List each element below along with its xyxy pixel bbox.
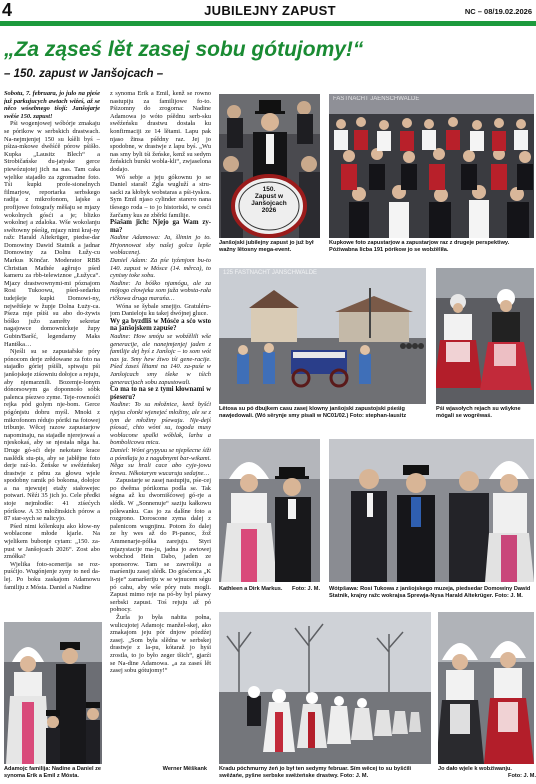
article-lead: Sobotu, 7. februara, jo julo na pjeśe juž parkujucych awtach wiźeś, až se něco wósebnego tšojí: Janšojarje swěśe 150. zapust! xyxy=(4,90,100,120)
photo-credit: Foto: J. M. xyxy=(292,586,320,592)
paragraph: Wóna se šybale smejijo. Gratuléru-jom Danieloju ku takej dwójnej gluce. xyxy=(110,302,211,318)
paragraph: Pśi wogenjowej wóbórje zmakaju se pórikow w serbskich drastwach. Na-nejmjenjej 150 su kśěli byś – pśiza-mkowe dwěśćě pórow pśišło. Kupka „Lausitz Blech“ a Strobičańske du-jatyske gerce piewózujotej jich na nas. Tam caka wjelike stajadło za zgromadne foto. Tśi kupki profe-sionelnych filmarjow, reportarka serbskego radija z mikrofonom, lajske a profijowe fotografy měšaju se mjazy wokolnych gósći a je; blizko wokolnej a zdaloka. Wše wokolanju swětowny pśeśig, mjazy nimi kraj-ny ražc Harald Altekrüger, piedse-dar Domowiny Dawid Statnik a jadnar Domowiny za Dolnu Łužy-cu Markus Könčar. Moderator RBB Christian Mathée agěrujo pśed kameru za rbb-telewiznoe „Łužyca“. Mjazy drastwownymi-mi póznajom Rosi Tukoowu, pśed-sedarku tudejšeje kupki Domowi-ny, nejwětšeje w župje Dolna Łuży-ca. Pśeza mje pśiśi su abo do-żywis bóško južo zamrěty sekretar nagajowce domownickeje župy Gubin/Baršć, legendarny Maks Hantška… xyxy=(4,120,100,348)
drum-line: 2026 xyxy=(261,207,277,214)
paragraph: Wjelika foto-scenerija se roz-puśćijo. Wugónjenje zyny to ned da-lej. Po boku zaskajom Adamowu familiju z Mósta. Daniel a Nadine xyxy=(4,560,100,591)
photo-caption xyxy=(4,766,209,784)
caption-text: Jo dało wjele k wobźiwanju. xyxy=(438,766,512,772)
photo-drummer xyxy=(219,94,320,238)
drum-line: Janšojcach xyxy=(251,200,287,207)
photo-couple-markus xyxy=(219,439,320,582)
interview-answer: Nadine Adamowa: Ja, šlimin jo to. Hrjonnowat sby našej golca lepše wobłacenej. xyxy=(110,234,211,257)
caption-text: Lětosa su pó dbujkem casu zasej klowny janšojski zapustojski pśeśig nawjedowali. (Wó sěrynje smy pisali w NC01/02.) xyxy=(219,406,405,419)
photo-credit: Foto: J. M. xyxy=(494,592,523,599)
drum-line: Zapust w xyxy=(254,193,284,200)
paragraph: Pśed nimi kólenkuju ako kłow-ny woblacone młode kjarle. Na wjelikem bubonje cytam: „150. za-pust w Janšojcach 2026“. Zost abo zmółka? xyxy=(4,522,100,561)
header-rule xyxy=(0,21,536,26)
article-column-1 xyxy=(4,90,100,620)
photo-dancers xyxy=(436,268,534,404)
photo-caption xyxy=(219,406,431,430)
photo-watermark: 125 FASTNACHT JÄNSCHWALDE xyxy=(223,270,318,276)
caption-text: Wótpšawa: Rosi Tukowa z janšojskego muzeja, piedsedar Domowiny Dawid Statnik, krajny ražc wokrajsa Sprewja-Nysa Harald Altekrüger. xyxy=(329,586,531,599)
page-number: 4 xyxy=(2,0,13,20)
photo-credit: Foto: stephan-lausitz xyxy=(349,412,407,419)
photo-caption xyxy=(329,586,536,602)
article-subhead: – 150. zapust w Janšojcach – xyxy=(4,68,164,80)
drum-line: 150. xyxy=(262,186,276,193)
photo-two-women xyxy=(438,612,534,764)
caption-text: Adamojc familija: Nadine a Daniel ze synoma Erik a Emil z Mósta. xyxy=(4,766,101,779)
photo-group xyxy=(329,94,534,238)
photo-street-parade xyxy=(219,268,426,404)
photo-officials xyxy=(329,439,534,582)
paragraph: Wó sebje a jeju gókownu jo se Daniel staraš! Zgla wugluží a stru-sacki za kłobyk wobstaras a pśi-tyskos. Sym Emil nјaso cylinder stareго nana tšesego roda – to jo historiski, w cesći žarčamy kus ze zběrki familije. xyxy=(110,173,211,219)
interview-answer: Daniel: Wóni grypyuu se njepšecne śiži a pómiłaju jo z nagubnymi bar-wikami. Něga su hrali cacе abo cyje-jowu krewu. Někotarym wucaruju sedajne… xyxy=(110,446,211,477)
photo-adam-family xyxy=(4,622,102,764)
photo-procession xyxy=(219,612,431,764)
article-headline: „Za ząseś lět zasej sobu gótujomy!“ xyxy=(4,38,364,61)
section-title: JUBILEJNY ZAPUST xyxy=(204,3,336,18)
photo-credit: Foto: J. M. xyxy=(508,772,536,779)
interview-question: Pśašam jich: Njejo ga Wam zy-ma? xyxy=(110,219,211,234)
interview-answer: Nadine: How smóju se wobźělili wše generacije, ale nanejmjenjej jaden z familije dej byś z Janšojc – to som wót nas ja. Smy hew źiwo tśi gene-racije. Pśed źaseś lětami na 140. za-puśe w Janšojcach smy tšeke w tśich generacijach sobu zapustowali. xyxy=(110,333,211,386)
photo-credit: Foto: J. M. xyxy=(340,772,369,779)
page-header xyxy=(0,0,536,22)
photo-caption: Kupkowe foto zapustarjow a zapustarjow raz z drugeje perspektiwy. Późiwabna licba 191 pórikow jo se wobźěliła. xyxy=(329,240,510,253)
caption-text: Kathleen a Dirk Markus. xyxy=(219,586,283,592)
drum-lettering xyxy=(239,186,299,214)
photo-caption xyxy=(438,766,536,784)
paragraph: Njeśli su se zapustařske póry pónocom derje zrědowane za foto na stajadło góriej pśišli, spiwaju pśi janšojskeje ziśowniu dołojce a rejuju, aby njemarznili. Bozemje-lonym dónorsowym ga doponnošo sóbk palenca pśezwo zyme. Teje-rownośći rejka pód golym nje-bom. Gerce pógónjstu dobru myśl. Mnoki z mikrofonom rédujo póriki na fotowej tribunje. Wěcej razow zapustarjow napominaju, na stajadle njerejowaś a njeskokaś, aby se njestała něga ha. Druge gó-sći deje nekotare krace naslědk stu-pis, aby se jabłějne foto derje raź-lo. Žeńske w swěźeńskej drastwje z pěnu za głowu wjele spodobny ramik pó bokoma, dołojce a na njewujej etažy stałowejec potwari. Něźi 35 jich jo. Cele předki stoje nejmłodše: 41 ziśećych pórikow. A 33 młožinskich pórow a 87 star-sych se nalicyjo. xyxy=(4,348,100,523)
photo-credit: Werner Měškank xyxy=(162,766,207,772)
paragraph: Žurla jo była nabita połna, wulicujotej Adamojc manžel-skej, ako zmakajom jeju pór dnjow pózdźej zasej. „Som była slědna w serbskej drastwje z la-pu, kótaraž jo hyśi zrostla, to jo było zeger tšich“, gjarźi se Na-dine Adamowa. „a za zaseś lět zasej sobu gótujomy!“ xyxy=(110,613,211,675)
paragraph: z synoma Erik a Emil, kenž se rowno nastupiju za familijowe fo-to. Pśizomny do zrogorna: Nadine Adamowa jo wóto pśědnu serb-sku swěźeńsku drastwu dostała ku konfirmaciji ze 14 lětami. Lapu pak njaso žinsa pśědny raz. Jej jo spodobne, w drastwje z lapu byś. „Wu nas smy byli tśi žeńske, kenž su sedym žeńskich burski wobla-kli“, zwjaselona dodajo. xyxy=(110,90,211,173)
paragraph: Zapustarje se zasej nastupiju, pśe-cej po dwěma pórikoma podla se. Tak ségna až ku dwornišćowej gó-rje a slédk. W „Sonnenuje“ saziju kałkowu pólewanku. Cas jo za dalšne foto a rozgrono. Doroscone zyma dalej z palenicom wugnjinu. Potom žo dalej ze hy wes až do Pi-panoc, žož Ammenarje-pólka zarejuju. Styri mjazystacije ma-ju, jadna jo awtowej wobchod Hein Dabo, jaden ze sponsorow. Tam se zawrošiju a marśeniju zasej slédk. Do gósćenca „K li-pje“ zamaršeriju w se wjnucem ségu pó cahu, aby wše póry nuts mogli. Zapust mimo reje na pó-by byl pśawy serbski zapust. Toś rejuju až pó połnocy. xyxy=(110,477,211,614)
interview-answer: Nadine: To su młožnice, kenž byšći njejsu cłonki wjenejeć młožiny, ale se z tym de młožiny pśewaju. Nje-dejś pśosać, chto wóni su, togoda musy wobłacone spalki wóblak, larbu a bombolicowu micu. xyxy=(110,401,211,447)
article-column-2 xyxy=(110,90,211,766)
photo-caption xyxy=(219,766,431,784)
photo-watermark: FASTNACHT JAENSCHWALDE xyxy=(333,96,420,102)
photo-caption: Janšojski jubilejny zapust jo juž był wažny lětosny mega-event. xyxy=(219,240,314,253)
interview-question: Co ma to na se z tymi kłownami w pśeseгu? xyxy=(110,386,211,401)
interview-question: Wy ga byzdliš w Mósće a sćo wsto na janšojskem zapuśe? xyxy=(110,317,211,333)
issue-date: NC – 08/19.02.2026 xyxy=(464,7,532,16)
photo-caption xyxy=(219,586,320,600)
interview-answer: Nadine: Ja bóško njamógu, ale za mójogo cłowjeka som juža wobsta-rała ričkowa druga marańa… xyxy=(110,279,211,303)
interview-answer: Daniel Adam: Za pśe tyźenjom bu-to 140. zapust w Móscе (14. měrca), to cyniмy toke sobu. xyxy=(110,257,211,280)
caption-text: Kradu póchmurny źeń jo był ten sedymy februar. Sím wěcej to su byšćili swěźańe, pyšne serbske swěźeńske drastwy. xyxy=(219,766,412,779)
photo-caption: Pśi wjasołych rejach su wšykne mógali se wogrěwaś. xyxy=(436,406,521,419)
